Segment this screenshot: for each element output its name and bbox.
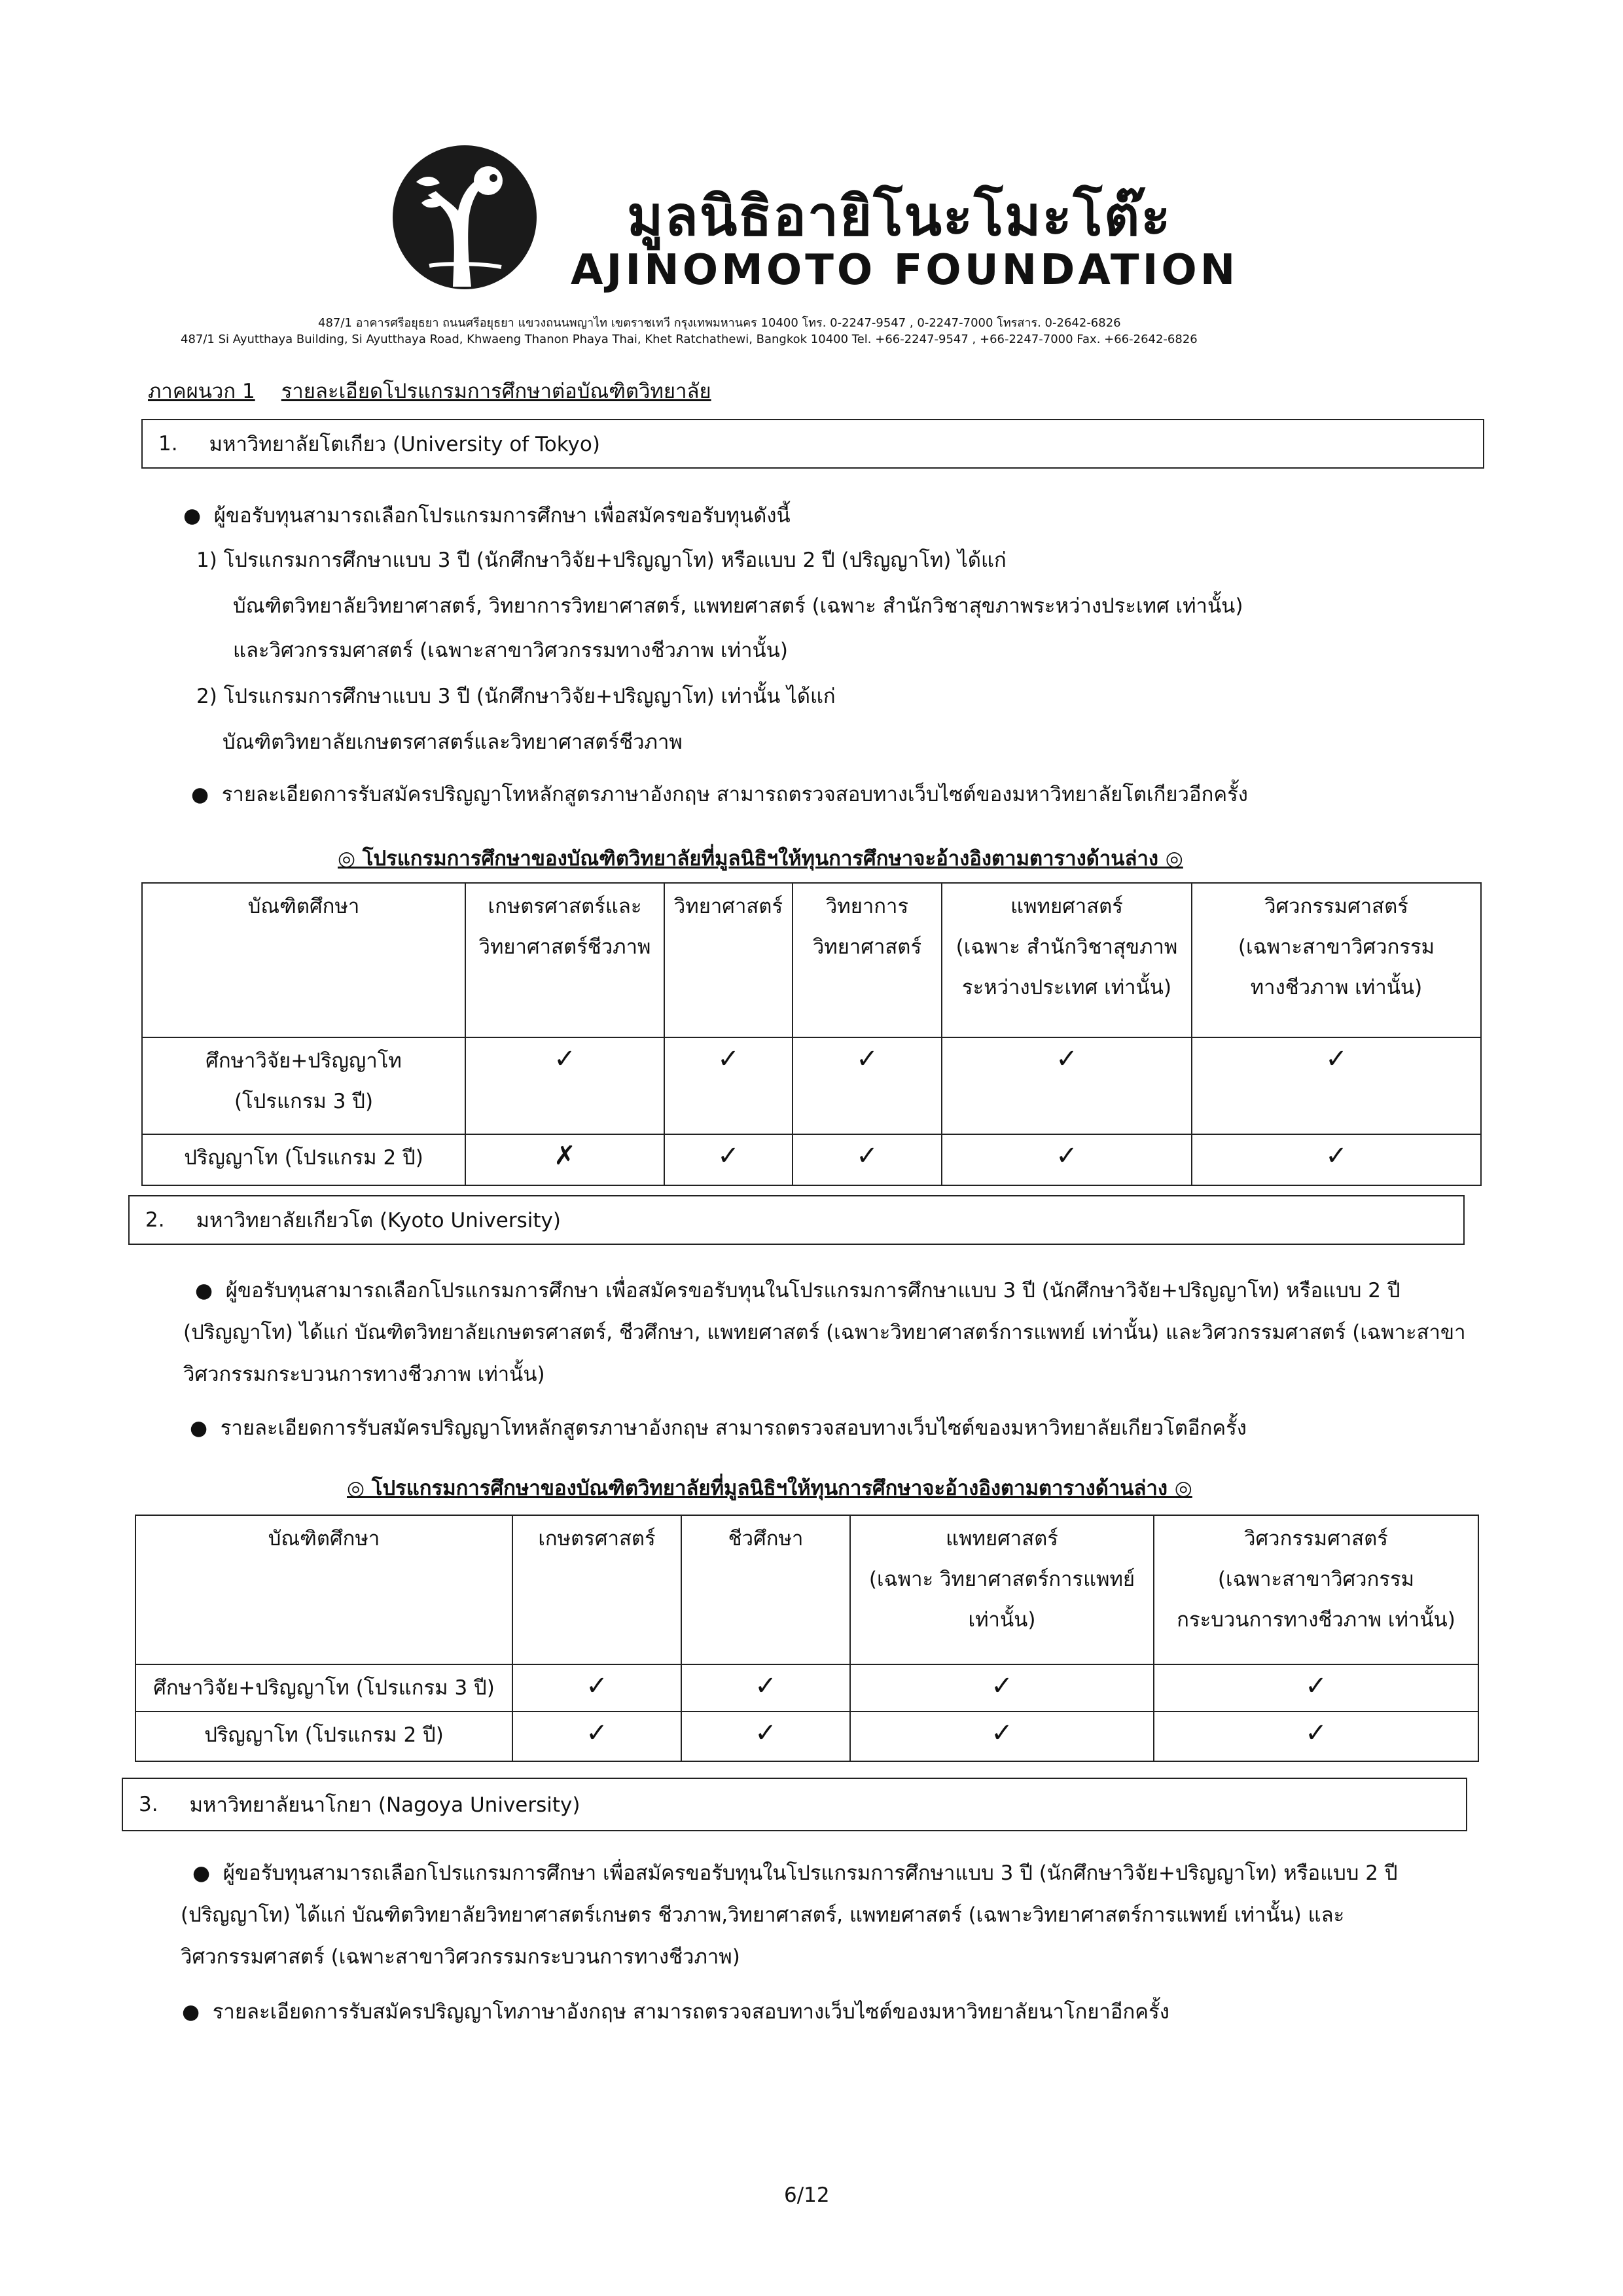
bullet-item: ● ผู้ขอรับทุนสามารถเลือกโปรแกรมการศึกษา เพื่อสมัครขอรับทุนในโปรแกรมการศึกษาแบบ 3 ปี (นักศึกษาวิจัย+ปริญญาโท) หรือแบบ 2 ปี (ปริญญาโท) ได้แก่ บัณฑิตวิทยาลัยวิทยาศาสตร์เกษตร ชีวภาพ,วิทยาศาสตร์, แพทยศาสตร์ (เฉพาะวิทยาศาสตร์การแพทย์ เท่านั้น) และ วิศวกรรมศาสตร์ (เฉพาะสาขาวิศวกรรมกระบวนการทางชีวภาพ) xyxy=(181,1861,1398,1969)
check-mark-icon: ✓ xyxy=(512,1664,681,1712)
row-label: ปริญญาโท (โปรแกรม 2 ปี) xyxy=(142,1134,465,1185)
address-thai: 487/1 อาคารศรีอยุธยา ถนนศรีอยุธยา แขวงถนนพญาไท เขตราชเทวี กรุงเทพมหานคร 10400 โทร. 0-2247-9547 , 0-2247-7000 โทรสาร. 0-2642-6826 xyxy=(318,316,1121,330)
university-heading-nagoya xyxy=(122,1778,1467,1831)
org-name-thai: มูลนิธิอายิโนะโมะโต๊ะ xyxy=(627,184,1172,248)
row-label: ศึกษาวิจัย+ปริญญาโท (โปรแกรม 3 ปี) xyxy=(142,1037,465,1134)
address-english: 487/1 Si Ayutthaya Building, Si Ayutthaya Road, Khwaeng Thanon Phaya Thai, Khet Ratchathewi, Bangkok 10400 Tel. +66-2247-9547 , +66-2247-7000 Fax. +66-2642-6826 xyxy=(181,332,1198,346)
header-cell: ชีวศึกษา xyxy=(681,1515,850,1664)
appendix-label: ภาคผนวก 1 xyxy=(148,380,255,403)
university-name: มหาวิทยาลัยโตเกียว (University of Tokyo) xyxy=(209,433,600,456)
header-cell: แพทยศาสตร์ (เฉพาะ สำนักวิชาสุขภาพ ระหว่างประเทศ เท่านั้น) xyxy=(942,883,1192,1037)
table-heading: ◎ โปรแกรมการศึกษาของบัณฑิตวิทยาลัยที่มูลนิธิฯให้ทุนการศึกษาจะอ้างอิงตามตารางด้านล่าง ◎ xyxy=(347,1477,1192,1500)
check-mark-icon: ✓ xyxy=(664,1134,793,1185)
appendix-title xyxy=(148,374,711,407)
page-number: 6/12 xyxy=(784,2183,830,2207)
header-cell: วิทยาศาสตร์ xyxy=(664,883,793,1037)
numbered-item: 2) โปรแกรมการศึกษาแบบ 3 ปี (นักศึกษาวิจัย+ปริญญาโท) เท่านั้น ได้แก่ xyxy=(196,685,836,708)
check-mark-icon: ✓ xyxy=(465,1037,664,1134)
table-row xyxy=(142,1134,1481,1185)
bullet-item: ● รายละเอียดการรับสมัครปริญญาโทหลักสูตรภาษาอังกฤษ สามารถตรวจสอบทางเว็บไซต์ของมหาวิทยาลัยเกียวโตอีกครั้ง xyxy=(190,1416,1247,1440)
header-cell: แพทยศาสตร์ (เฉพาะ วิทยาศาสตร์การแพทย์ เท่านั้น) xyxy=(850,1515,1154,1664)
check-mark-icon: ✓ xyxy=(793,1134,942,1185)
check-mark-icon: ✓ xyxy=(1154,1712,1478,1761)
check-mark-icon: ✓ xyxy=(664,1037,793,1134)
program-table-tokyo xyxy=(141,882,1482,1186)
check-mark-icon: ✓ xyxy=(942,1037,1192,1134)
check-mark-icon: ✓ xyxy=(850,1664,1154,1712)
org-name-english: AJINOMOTO FOUNDATION xyxy=(571,246,1239,295)
bullet-item: ● ผู้ขอรับทุนสามารถเลือกโปรแกรมการศึกษา เพื่อสมัครขอรับทุนดังนี้ xyxy=(183,504,791,528)
header-cell: บัณฑิตศึกษา xyxy=(142,883,465,1037)
numbered-item-continuation: บัณฑิตวิทยาลัยเกษตรศาสตร์และวิทยาศาสตร์ชีวภาพ xyxy=(223,730,683,754)
table-row xyxy=(142,1037,1481,1134)
table-row xyxy=(135,1664,1478,1712)
header-cell: เกษตรศาสตร์และ วิทยาศาสตร์ชีวภาพ xyxy=(465,883,664,1037)
university-name: มหาวิทยาลัยเกียวโต (Kyoto University) xyxy=(196,1209,561,1232)
bullet-item: ● รายละเอียดการรับสมัครปริญญาโทหลักสูตรภาษาอังกฤษ สามารถตรวจสอบทางเว็บไซต์ของมหาวิทยาลัยโตเกียวอีกครั้ง xyxy=(191,783,1248,806)
bullet-item: ● รายละเอียดการรับสมัครปริญญาโทภาษาอังกฤษ สามารถตรวจสอบทางเว็บไซต์ของมหาวิทยาลัยนาโกยาอีกครั้ง xyxy=(182,2000,1169,2024)
program-table-kyoto xyxy=(135,1515,1479,1762)
row-label: ปริญญาโท (โปรแกรม 2 ปี) xyxy=(135,1712,512,1761)
table-header-row xyxy=(142,883,1481,1037)
foundation-logo xyxy=(390,143,539,292)
section-number: 3. xyxy=(139,1793,158,1816)
table-heading: ◎ โปรแกรมการศึกษาของบัณฑิตวิทยาลัยที่มูลนิธิฯให้ทุนการศึกษาจะอ้างอิงตามตารางด้านล่าง ◎ xyxy=(338,847,1183,870)
check-mark-icon: ✓ xyxy=(793,1037,942,1134)
bullet-item: ● ผู้ขอรับทุนสามารถเลือกโปรแกรมการศึกษา เพื่อสมัครขอรับทุนในโปรแกรมการศึกษาแบบ 3 ปี (นักศึกษาวิจัย+ปริญญาโท) หรือแบบ 2 ปี (ปริญญาโท) ได้แก่ บัณฑิตวิทยาลัยเกษตรศาสตร์, ชีวศึกษา, แพทยศาสตร์ (เฉพาะวิทยาศาสตร์การแพทย์ เท่านั้น) และวิศวกรรมศาสตร์ (เฉพาะสาขาวิศวกรรมกระบวนการทางชีวภาพ เท่านั้น) xyxy=(183,1279,1466,1386)
university-heading-kyoto xyxy=(128,1195,1465,1245)
university-heading-tokyo xyxy=(141,419,1484,469)
check-mark-icon: ✓ xyxy=(850,1712,1154,1761)
check-mark-icon: ✓ xyxy=(1192,1037,1481,1134)
row-label: ศึกษาวิจัย+ปริญญาโท (โปรแกรม 3 ปี) xyxy=(135,1664,512,1712)
section-number: 1. xyxy=(158,432,178,456)
header-cell: วิทยาการ วิทยาศาสตร์ xyxy=(793,883,942,1037)
check-mark-icon: ✓ xyxy=(1192,1134,1481,1185)
header-cell: บัณฑิตศึกษา xyxy=(135,1515,512,1664)
header-cell: เกษตรศาสตร์ xyxy=(512,1515,681,1664)
cross-mark-icon: ✗ xyxy=(465,1134,664,1185)
check-mark-icon: ✓ xyxy=(681,1712,850,1761)
header-cell: วิศวกรรมศาสตร์ (เฉพาะสาขาวิศวกรรม กระบวนการทางชีวภาพ เท่านั้น) xyxy=(1154,1515,1478,1664)
appendix-heading: รายละเอียดโปรแกรมการศึกษาต่อบัณฑิตวิทยาลัย xyxy=(281,380,711,403)
check-mark-icon: ✓ xyxy=(512,1712,681,1761)
table-header-row xyxy=(135,1515,1478,1664)
check-mark-icon: ✓ xyxy=(681,1664,850,1712)
numbered-item-continuation: บัณฑิตวิทยาลัยวิทยาศาสตร์, วิทยาการวิทยาศาสตร์, แพทยศาสตร์ (เฉพาะ สำนักวิชาสุขภาพระหว่างประเทศ เท่านั้น) xyxy=(233,594,1243,618)
section-number: 2. xyxy=(145,1208,165,1232)
check-mark-icon: ✓ xyxy=(942,1134,1192,1185)
header-cell: วิศวกรรมศาสตร์ (เฉพาะสาขาวิศวกรรม ทางชีวภาพ เท่านั้น) xyxy=(1192,883,1481,1037)
numbered-item-continuation: และวิศวกรรมศาสตร์ (เฉพาะสาขาวิศวกรรมทางชีวภาพ เท่านั้น) xyxy=(233,639,788,662)
table-row xyxy=(135,1712,1478,1761)
check-mark-icon: ✓ xyxy=(1154,1664,1478,1712)
university-name: มหาวิทยาลัยนาโกยา (Nagoya University) xyxy=(189,1793,580,1817)
numbered-item: 1) โปรแกรมการศึกษาแบบ 3 ปี (นักศึกษาวิจัย+ปริญญาโท) หรือแบบ 2 ปี (ปริญญาโท) ได้แก่ xyxy=(196,548,1007,572)
